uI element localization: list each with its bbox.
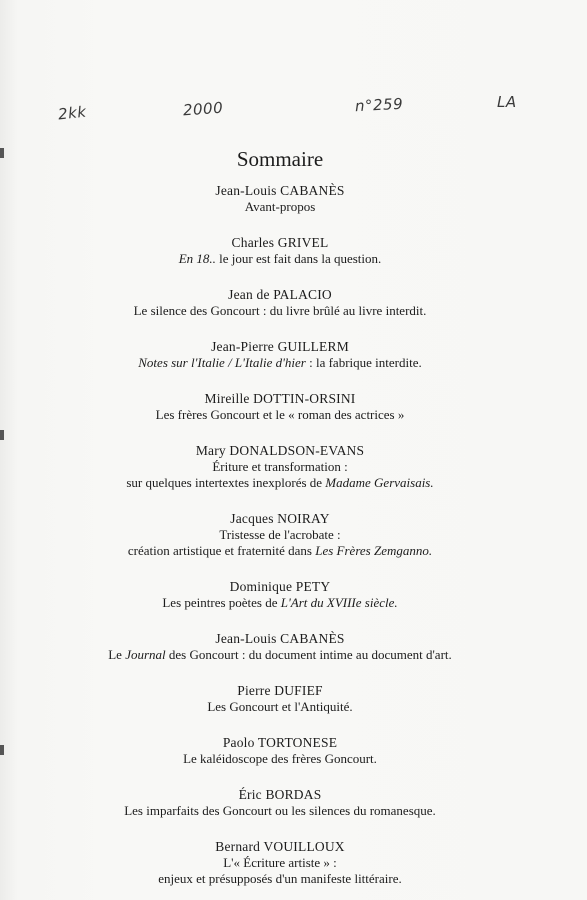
entry-title-italic: Les Frères Zemganno. <box>315 543 433 558</box>
toc-entry <box>0 391 560 423</box>
toc-entry <box>0 287 560 319</box>
entry-title-line: Le Journal des Goncourt : du document intime au document d'art. <box>108 647 452 662</box>
entry-spacer <box>0 319 560 339</box>
toc-entry <box>0 839 560 887</box>
entry-title-italic: L'Art du XVIIIe siècle. <box>280 595 398 610</box>
entry-title-line: Notes sur l'Italie / L'Italie d'hier : la fabrique interdite. <box>138 355 422 370</box>
entry-title-italic: En 18.. <box>178 251 216 266</box>
entry-author: Mireille DOTTIN-ORSINI <box>204 391 356 406</box>
entry-title-line: Les Goncourt et l'Antiquité. <box>207 699 353 714</box>
toc-entry <box>0 787 560 819</box>
entry-title-line: Avant-propos <box>244 199 316 214</box>
entry-title-line: Ériture et transformation : <box>212 459 348 474</box>
entry-title-italic: Notes sur l'Italie / L'Italie d'hier <box>138 355 306 370</box>
toc-entry <box>0 183 560 215</box>
entry-author: Pierre DUFIEF <box>237 683 323 698</box>
toc-entry <box>0 631 560 663</box>
toc-entry <box>0 579 560 611</box>
toc-entry <box>0 339 560 371</box>
entry-spacer <box>0 267 560 287</box>
entry-author: Charles GRIVEL <box>231 235 329 250</box>
entry-spacer <box>0 371 560 391</box>
entry-title-line: Tristesse de l'acrobate : <box>219 527 341 542</box>
entry-author: Bernard VOUILLOUX <box>215 839 345 854</box>
entry-title-italic: Journal <box>125 647 166 662</box>
entry-title-line: création artistique et fraternité dans Les Frères Zemganno. <box>127 543 433 558</box>
entry-title-line: Les peintres poètes de L'Art du XVIIIe siècle. <box>162 595 398 610</box>
entry-title-line: sur quelques intertextes inexplorés de Madame Gervaisais. <box>126 475 434 490</box>
entry-title-line: En 18.. le jour est fait dans la question. <box>178 251 382 266</box>
toc-entry <box>0 443 560 491</box>
entry-spacer <box>0 715 560 735</box>
entry-author: Mary DONALDSON-EVANS <box>195 443 365 458</box>
entry-author: Paolo TORTONESE <box>222 735 338 750</box>
entry-author: Jean-Louis CABANÈS <box>215 183 345 198</box>
entry-title-line: Le kaléidoscope des frères Goncourt. <box>183 751 377 766</box>
entry-spacer <box>0 663 560 683</box>
handwritten-note: n°259 <box>354 94 404 116</box>
entry-title-line: Les imparfaits des Goncourt ou les silences du romanesque. <box>124 803 436 818</box>
toc-entry <box>0 511 560 559</box>
entry-spacer <box>0 215 560 235</box>
toc-entry <box>0 735 560 767</box>
entry-title-line: enjeux et présupposés d'un manifeste littéraire. <box>158 871 402 886</box>
toc-entry <box>0 683 560 715</box>
entry-spacer <box>0 767 560 787</box>
entry-title-italic: Madame Gervaisais. <box>325 475 434 490</box>
handwritten-note: 2000 <box>182 98 224 120</box>
handwritten-note: 2kk <box>57 102 88 124</box>
entry-title-line: Les frères Goncourt et le « roman des actrices » <box>155 407 405 422</box>
entry-author: Dominique PETY <box>229 579 331 594</box>
entry-spacer <box>0 423 560 443</box>
entry-spacer <box>0 819 560 839</box>
entry-author: Éric BORDAS <box>238 787 322 802</box>
entry-author: Jean-Pierre GUILLERM <box>211 339 349 354</box>
entry-title-line: Le silence des Goncourt : du livre brûlé au livre interdit. <box>133 303 427 318</box>
entry-spacer <box>0 559 560 579</box>
entry-author: Jean-Louis CABANÈS <box>215 631 345 646</box>
toc-entry <box>0 235 560 267</box>
entry-spacer <box>0 611 560 631</box>
handwritten-note: LA <box>497 93 517 111</box>
table-of-contents <box>0 183 560 887</box>
entry-title-line: L'« Écriture artiste » : <box>223 855 337 870</box>
entry-author: Jean de PALACIO <box>228 287 332 302</box>
page-title: Sommaire <box>236 147 324 171</box>
entry-spacer <box>0 491 560 511</box>
entry-author: Jacques NOIRAY <box>230 511 330 526</box>
